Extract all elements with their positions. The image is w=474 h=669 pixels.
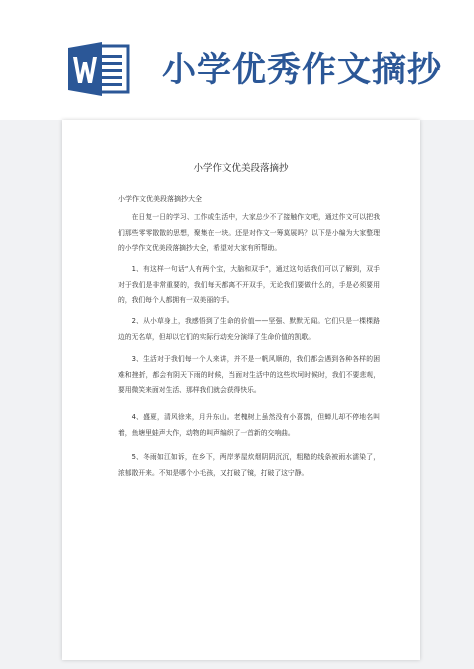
paragraph-4: 4、盛夏，清风徐来，月升东山。老槐树上虽然没有小喜鹊，但蝉儿却不停地名叫着，鱼塘里蛙声大作，动物的叫声编织了一首新的交响曲。 [118,413,380,437]
paragraph-1: 1、有这样一句话“人有两个宝，大脑和双手”，通过这句话我们可以了解到，双手对于我们是非常重要的，我们每天都离不开双手，无论我们要做什么的，手是必须要用的，我们每个人都拥有一双美丽的手。 [118,265,380,304]
banner-title: 小学优秀作文摘抄 [162,50,442,90]
document-title: 小学作文优美段落摘抄 [193,163,289,174]
paragraph-3: 3、生活对于我们每一个人来讲，并不是一帆风顺的，我们都会遇到各种各样的困难和挫折，都会有阴天下雨的时候，当面对生活中的这些坎坷时候时，我们不要悲观，要用微笑来面对生活、那样我们就会获得快乐。 [118,355,380,394]
document-subtitle: 小学作文优美段落摘抄大全 [118,195,202,203]
word-logo-icon [68,40,130,98]
paragraph-intro: 在日复一日的学习、工作或生活中，大家总少不了接触作文吧，通过作文可以把我们那些零零散散的思想，聚集在一块。还是对作文一筹莫展吗？以下是小编为大家整理的小学作文优美段落摘抄大全，希望对大家有所帮助。 [118,213,380,252]
document-page [62,120,420,660]
paragraph-2: 2、从小草身上，我感悟到了生命的价值——坚强、默默无闻。它们只是一棵棵路边的无名草，但却以它们的实际行动充分演绎了生命价值的凯歌。 [118,317,380,341]
header-banner [0,0,474,120]
paragraph-5: 5、冬雨如江如诉，在乡下，两岸茅屋炊烟阴阴沉沉，粗糙的线条被雨水濡染了，浓郁散开来。不知是哪个小毛孩，又打破了镜，打破了这宁静。 [118,453,380,477]
